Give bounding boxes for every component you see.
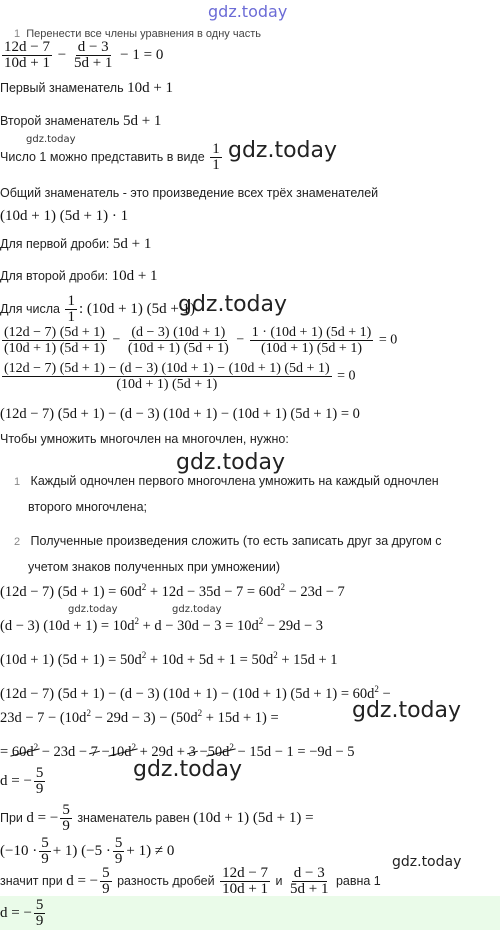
product-1: (12d − 7) $(5d + 1) = 60d^2 + 12d - 35d - 7 = 60d^2 - 23d - 7$	[0, 582, 345, 600]
cancelled-term: 3	[188, 743, 196, 760]
conclusion: значит при d = − $\frac{5}{9}$ разность дробей $\frac{12d - 7}{10d + 1}$ и $\frac{d - 3}{5d + 1}$ равна 1	[0, 865, 381, 897]
common-denominator-expr: (10d + 1) (5d + 1) · 1	[0, 208, 129, 224]
expansion-line-2: $23d - 7 - (10d^2 - 29d - 3) - (50d^2 + 15d + 1)$ =	[0, 708, 279, 726]
fraction: $\frac{5}{9}$	[114, 835, 123, 867]
fraction: $\frac{12d - 7}{10d + 1}$	[222, 865, 269, 897]
one-representation: Число 1 можно представить в виде $\frac{1}{1}$	[0, 141, 220, 173]
fraction: $\frac{d - 3}{5d + 1}$	[73, 39, 113, 71]
equation-4: (12d − 7) (5d + 1) − (d − 3) (10d + 1) − (10d + 1) (5d + 1) = 0	[0, 406, 360, 422]
first-denominator: Первый знаменатель 10d + 1	[0, 80, 174, 96]
denominator-value: (−10 · $\frac{5}{9}$ + 1) (−5 · $\frac{5}{9}$ + 1) ≠ 0	[0, 835, 175, 867]
step1-label: Перенести все члены уравнения в одну часть	[26, 28, 261, 40]
rule-item-1-cont: второго многочлена;	[28, 500, 148, 514]
equation-1: $\frac{12d - 7}{10d + 1}$ − $\frac{d - 3}{5d + 1}$ − 1 = 0	[4, 39, 164, 71]
watermark-small: gdz.today	[172, 604, 222, 615]
first-fraction-factor: Для первой дроби: 5d + 1	[0, 236, 152, 252]
rule-text: Чтобы умножить многочлен на многочлен, нужно:	[0, 432, 289, 446]
fraction: $\frac{d - 3}{5d + 1}$	[289, 865, 329, 897]
answer-highlight	[0, 896, 500, 930]
fraction: $\frac{5}{9}$	[35, 897, 44, 929]
watermark: gdz.today	[392, 854, 462, 870]
equation-2: $\frac{(12d - 7) (5d + 1)}{(10d + 1) (5d + 1)}$ − $\frac{(d - 3) (10d + 1)}{(10d + 1) (5d + 1)}$ − $\frac{1 \cdot (10d + 1) (5d + 1)}{(10d + 1) (5d + 1)}$ = 0	[4, 325, 398, 356]
second-denominator: Второй знаменатель 5d + 1	[0, 113, 162, 129]
second-fraction-factor: Для второй дроби: 10d + 1	[0, 268, 158, 284]
rule-item-2: 2 Полученные произведения сложить (то есть записать друг за другом с	[14, 534, 442, 548]
cancelled-term: 7	[90, 743, 98, 760]
watermark: gdz.today	[176, 450, 286, 475]
watermark: gdz.today	[133, 757, 243, 782]
fraction: $\frac{(d - 3) (10d + 1)}{(10d + 1) (5d + 1)}$	[127, 325, 229, 356]
number-factor: Для числа $\frac{1}{1}$ : (10d + 1) (5d + 1)	[0, 293, 196, 325]
watermark: gdz.today	[178, 292, 288, 317]
cancelled-term: $50d^2$	[207, 742, 234, 760]
fraction: $\frac{(12d - 7) (5d + 1)}{(10d + 1) (5d + 1)}$	[4, 325, 105, 356]
fraction: $\frac{1}{1}$	[67, 293, 75, 325]
watermark-small: gdz.today	[68, 604, 118, 615]
fraction: $\frac{1 \cdot (10d + 1) (5d + 1)}{(10d + 1) (5d + 1)}$	[251, 325, 372, 356]
common-denominator-text: Общий знаменатель - это произведение всех трёх знаменателей	[0, 186, 379, 200]
rule-item-2-cont: учетом знаков полученных при умножении)	[28, 560, 281, 574]
fraction: $\frac{(12d - 7) (5d + 1) - (d - 3) (10d + 1) - (10d + 1) (5d + 1)}{(10d + 1) (5d + 1)}$	[4, 361, 330, 392]
step1-number: 1	[14, 28, 21, 40]
fraction: $\frac{5}{9}$	[62, 802, 70, 834]
fraction: $\frac{5}{9}$	[41, 835, 49, 867]
denominator-check: При d = − $\frac{5}{9}$ знаменатель равен (10d + 1) (5d + 1) =	[0, 802, 314, 834]
expansion-line-1: (12d − 7) (5d + 1) − (d − 3) (10d + 1) − (10d + 1) $(5d + 1) = 60d^2$ −	[0, 684, 391, 702]
fraction: $\frac{12d - 7}{10d + 1}$	[4, 39, 50, 71]
cancelled-term: $60d^2$	[11, 742, 39, 760]
watermark-top: gdz.today	[208, 2, 288, 21]
watermark-small: gdz.today	[26, 134, 76, 145]
product-3: (10d + 1) $(5d + 1) = 50d^2 + 10d + 5d + 1 = 50d^2 + 15d + 1$	[0, 650, 338, 668]
solution-1: d = − $\frac{5}{9}$	[0, 765, 44, 797]
simplification: = $60d^2 - 23d - 7 -10d^2 + 29d + 3 -50d^2 - 15d - 1 = -9d - 5$	[0, 742, 355, 760]
step1-header	[14, 28, 261, 40]
equation-3: $\frac{(12d - 7) (5d + 1) - (d - 3) (10d + 1) - (10d + 1) (5d + 1)}{(10d + 1) (5d + 1)}$ = 0	[4, 361, 356, 392]
fraction: $\frac{5}{9}$	[102, 865, 110, 897]
watermark: gdz.today	[228, 138, 338, 163]
rule-item-1: 1 Каждый одночлен первого многочлена умножить на каждый одночлен	[14, 474, 439, 488]
fraction: $\frac{5}{9}$	[35, 765, 44, 797]
watermark: gdz.today	[352, 698, 462, 723]
product-2: (d − 3) $(10d + 1) = 10d^2 + d - 30d - 3 = 10d^2 - 29d - 3$	[0, 616, 324, 634]
final-answer: d = − $\frac{5}{9}$	[0, 897, 44, 929]
fraction: $\frac{1}{1}$	[212, 141, 220, 173]
cancelled-term: $10d^2$	[109, 742, 136, 760]
